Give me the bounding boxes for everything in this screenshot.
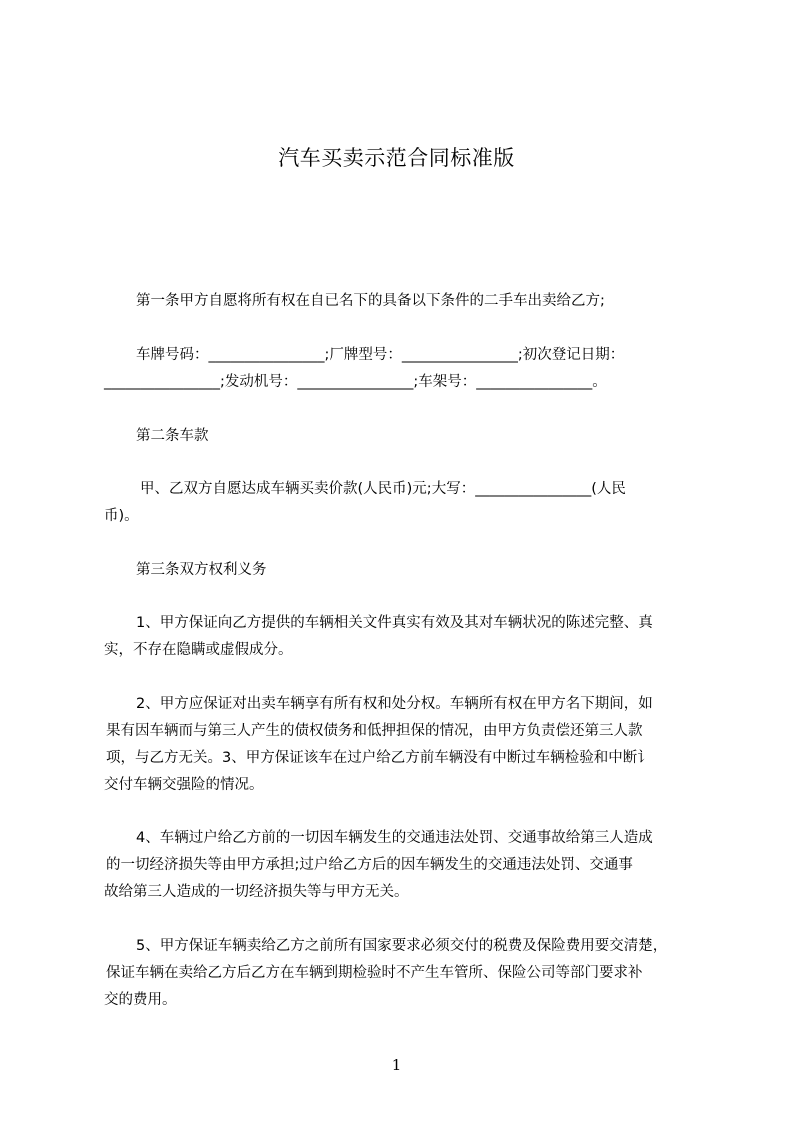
clause-4-line-1: 4、车辆过户给乙方前的一切因车辆发生的交通违法处罚、交通事故给第三人造成 bbox=[136, 830, 653, 846]
clause-5-line-1: 5、甲方保证车辆卖给乙方之前所有国家要求必须交付的税费及保险费用要交清楚， bbox=[136, 938, 668, 954]
price-line-1: 甲、乙双方自愿达成车辆买卖价款(人民币)元;大写：________________(人民 bbox=[140, 481, 626, 497]
clause-1-line-2: 实，不存在隐瞒或虚假成分。 bbox=[104, 642, 293, 658]
vehicle-info-line-1: 车牌号码：________________;厂牌型号：________________;初次登记日期： bbox=[136, 347, 625, 363]
clause-5-line-3: 交的费用。 bbox=[104, 992, 177, 1008]
article-2-heading: 第二条车款 bbox=[136, 428, 209, 444]
clause-2-line-4: 交付车辆交强险的情况。 bbox=[104, 777, 264, 793]
article-3-heading: 第三条双方权利义务 bbox=[136, 562, 267, 578]
clause-2-line-3: 项，与乙方无关。3、甲方保证该车在过户给乙方前车辆没有中断过车辆检验和中断讠 bbox=[106, 750, 652, 766]
clause-1-line-1: 1、甲方保证向乙方提供的车辆相关文件真实有效及其对车辆状况的陈述完整、真 bbox=[136, 615, 653, 631]
page-number: 1 bbox=[391, 1056, 402, 1074]
clause-2-line-1: 2、甲方应保证对出卖车辆享有所有权和处分权。车辆所有权在甲方名下期间，如 bbox=[136, 696, 653, 712]
article-1-text: 第一条甲方自愿将所有权在自已名下的具备以下条件的二手车出卖给乙方; bbox=[136, 293, 605, 309]
clause-5-line-2: 保证车辆在卖给乙方后乙方在车辆到期检验时不产生车管所、保险公司等部门要求补 bbox=[106, 965, 643, 981]
document-title: 汽车买卖示范合同标准版 bbox=[278, 146, 515, 170]
price-line-2: 币)。 bbox=[104, 508, 139, 524]
clause-4-line-2: 的一切经济损失等由甲方承担;过户给乙方后的因车辆发生的交通违法处罚、交通事 bbox=[106, 857, 633, 873]
clause-2-line-2: 果有因车辆而与第三人产生的债权债务和低押担保的情况，由甲方负责偿还第三人款 bbox=[106, 723, 643, 739]
vehicle-info-line-2: ________________;发动机号：________________;车架号：________________。 bbox=[104, 374, 607, 390]
clause-4-line-3: 故给第三人造成的一切经济损失等与甲方无关。 bbox=[104, 884, 409, 900]
